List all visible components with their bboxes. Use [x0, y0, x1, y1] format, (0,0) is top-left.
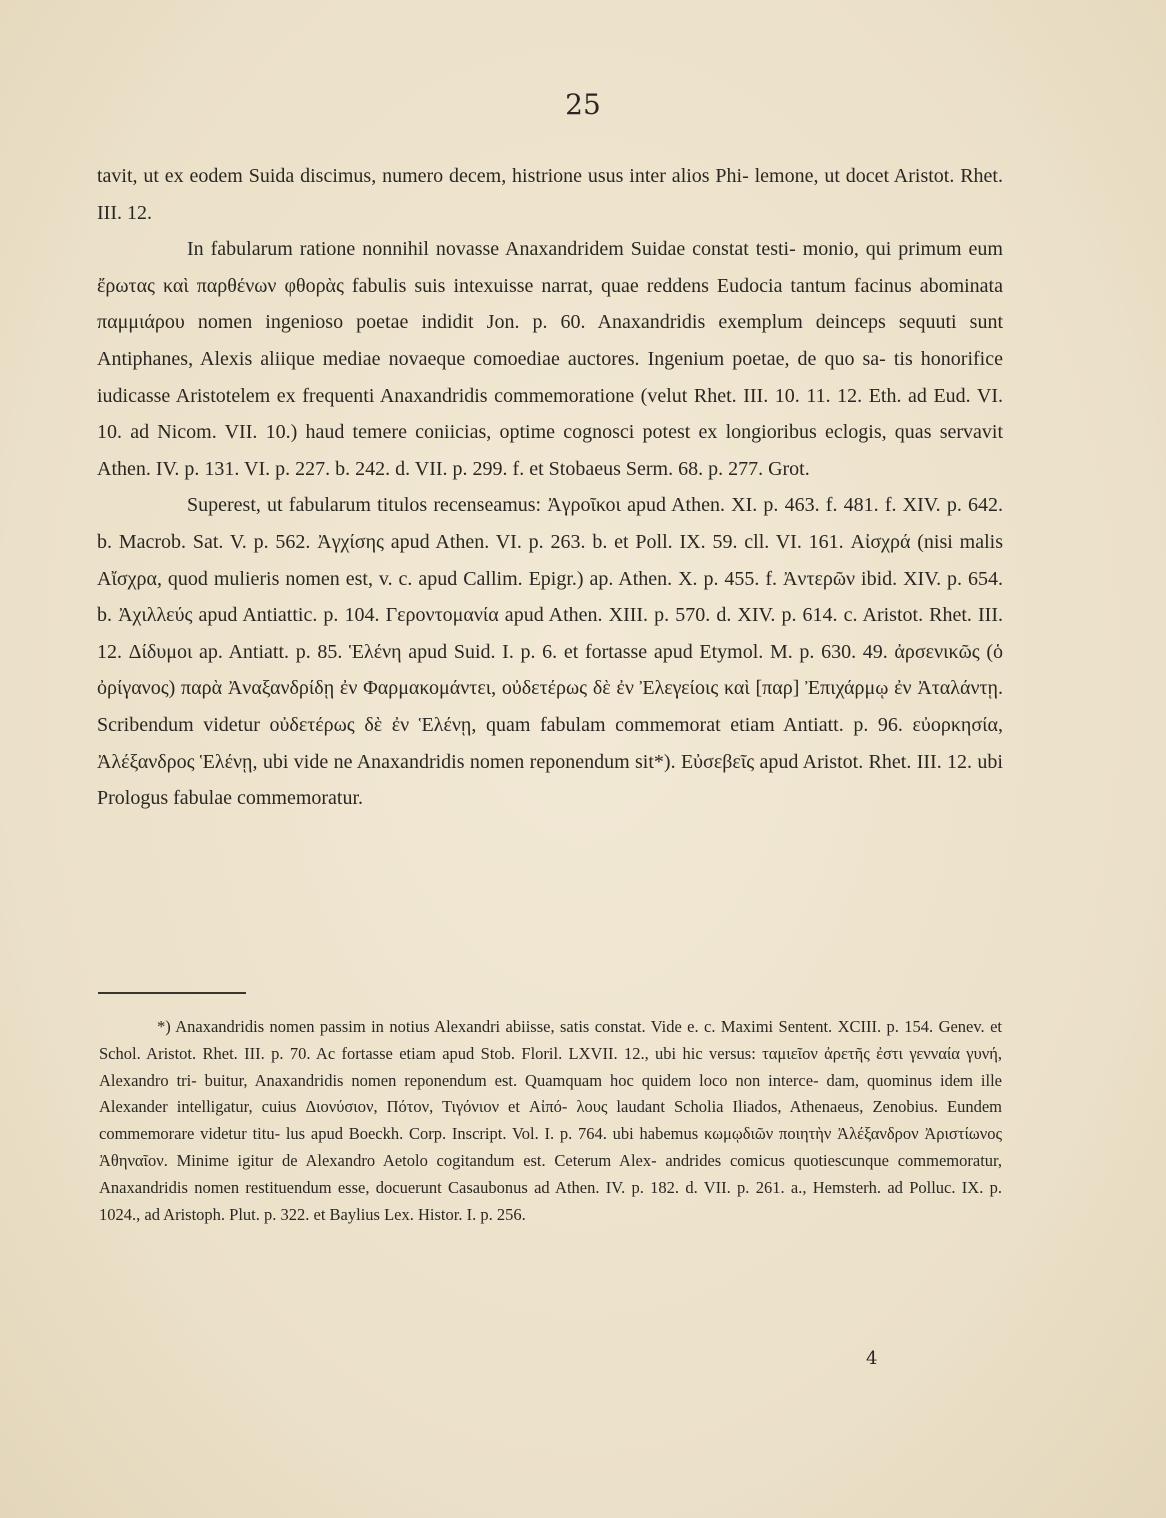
footnote-text: *) Anaxandridis nomen passim in notius Alexandri abiisse, satis constat. Vide e. c. Maximi Sentent. XCIII. p. 154. Genev. et Schol. Aristot. Rhet. III. p. 70. Ac fortasse etiam apud Stob. Floril. LXVII. 12., ubi hic versus: ταμιεῖον ἀρετῆς ἐστι γενναία γυνή, Alexandro tri- buitur, Anaxandridis nomen reponendum est. Quamquam hoc quidem loco non interce- dam, quominus idem ille Alexander intelligatur, cuius Διονύσιον, Πότον, Τιγόνιον et Αἰπό- λους laudant Scholia Iliados, Athenaeus, Zenobius. Eundem commemorare videtur titu- lus apud Boeckh. Corp. Inscript. Vol. I. p. 764. ubi habemus κωμῳδιῶν ποιητὴν Ἀλέξανδρον Ἀριστίωνος Ἀθηναῖον. Minime igitur de Alexandro Aetolo cogitandum est. Ceterum Alex- andrides comicus quotiescunque commemoratur, Anaxandridis nomen restituendum esse, docuerunt Casaubonus ad Athen. IV. p. 182. d. VII. p. 261. a., Hemsterh. ad Polluc. IX. p. 1024., ad Aristoph. Plut. p. 322. et Baylius Lex. Histor. I. p. 256. [99, 1017, 1002, 1224]
main-text [97, 158, 1003, 817]
page-number: 25 [565, 88, 601, 121]
paragraph-2: In fabularum ratione nonnihil novasse Anaxandridem Suidae constat testi- monio, qui primum eum ἔρωτας καὶ παρθένων φθορὰς fabulis suis intexuisse narrat, quae reddens Eudocia tantum facinus abominata παμμιάρου nomen ingenioso poetae indidit Jon. p. 60. Anaxandridis exemplum deinceps sequuti sunt Antiphanes, Alexis aliique mediae novaeque comoediae auctores. Ingenium poetae, de quo sa- tis honorifice iudicasse Aristotelem ex frequenti Anaxandridis commemoratione (velut Rhet. III. 10. 11. 12. Eth. ad Eud. VI. 10. ad Nicom. VII. 10.) haud temere coniicias, optime cognosci potest ex longioribus eclogis, quas servavit Athen. IV. p. 131. VI. p. 227. b. 242. d. VII. p. 299. f. et Stobaeus Serm. 68. p. 277. Grot. [97, 238, 1003, 480]
paragraph-1: tavit, ut ex eodem Suida discimus, numero decem, histrione usus inter alios Phi- lemone, ut docet Aristot. Rhet. III. 12. [97, 165, 1003, 224]
paragraph-3: Superest, ut fabularum titulos recenseamus: Ἀγροῖκοι apud Athen. XI. p. 463. f. 481. f. XIV. p. 642. b. Macrob. Sat. V. p. 562. Ἀγχίσης apud Athen. VI. p. 263. b. et Poll. IX. 59. cll. VI. 161. Αἰσχρά (nisi malis Αἴσχρα, quod mulieris nomen est, v. c. apud Callim. Epigr.) ap. Athen. X. p. 455. f. Ἀντερῶν ibid. XIV. p. 654. b. Ἀχιλλεύς apud Antiattic. p. 104. Γεροντομανία apud Athen. XIII. p. 570. d. XIV. p. 614. c. Aristot. Rhet. III. 12. Δίδυμοι ap. Antiatt. p. 85. Ἑλένη apud Suid. I. p. 6. et fortasse apud Etymol. M. p. 630. 49. ἀρσενικῶς (ὁ ὀρίγανος) παρὰ Ἀναξανδρίδῃ ἐν Φαρμακομάντει, οὐδετέρως δὲ ἐν Ἐλεγείοις καὶ [παρ] Ἐπιχάρμῳ ἐν Ἀταλάντῃ. Scribendum videtur οὐδετέρως δὲ ἐν Ἑλένῃ, quam fabulam commemorat etiam Antiatt. p. 96. εὐορκησία, Ἀλέξανδρος Ἑλένῃ, ubi vide ne Anaxandridis nomen reponendum sit*). Εὐσεβεῖς apud Aristot. Rhet. III. 12. ubi Prologus fabulae commemoratur. [97, 494, 1003, 810]
footnote-divider [98, 992, 246, 994]
footnote [99, 1014, 1002, 1228]
signature-mark: 4 [866, 1348, 878, 1369]
